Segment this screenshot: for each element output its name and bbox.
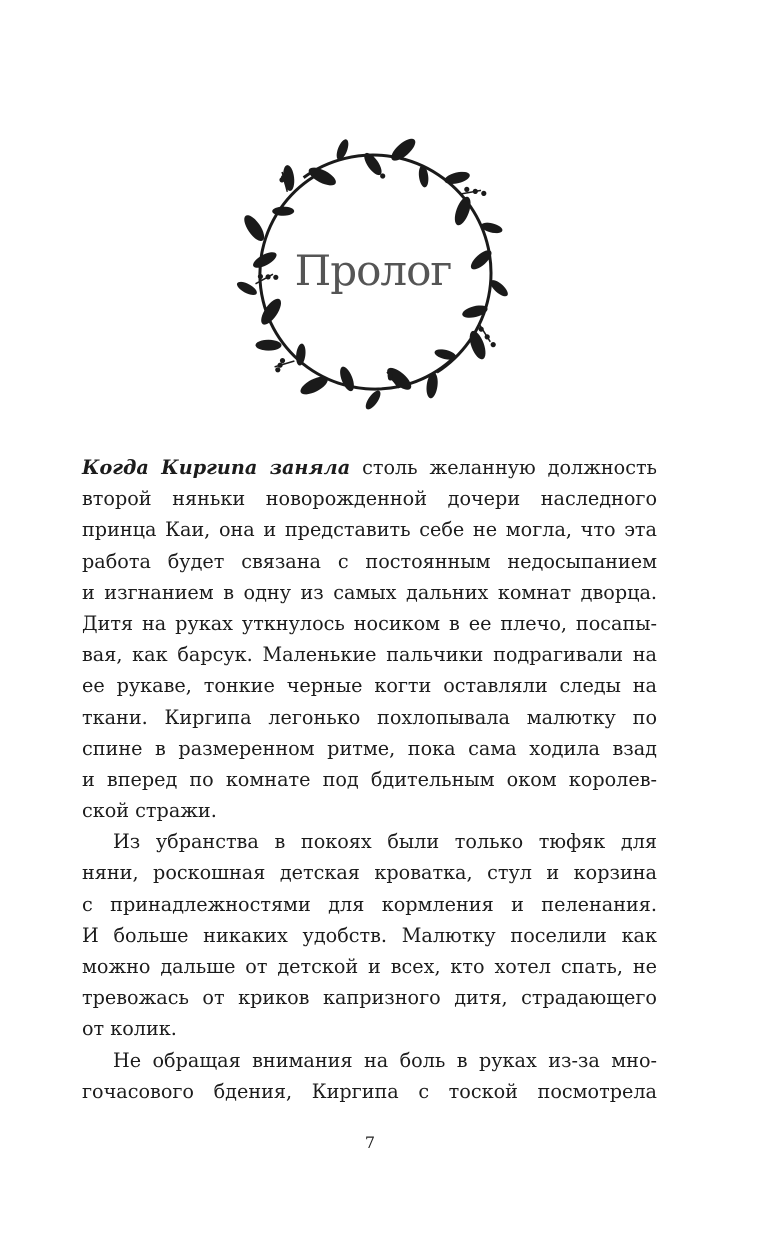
wreath-berry [375,166,380,171]
chapter-text [82,452,657,1107]
wreath-berry [479,327,484,332]
text-line: тревожась от криков капризного дитя, страдающего [82,986,657,1010]
text-line: Не обращая внимания на боль в руках из-за мно- [113,1048,657,1072]
text-line: няни, роскошная детская кроватка, стул и корзина [82,861,657,885]
wreath-leaf [255,340,281,351]
text-line: ткани. Киргипа легонько похлопывала малютку по [82,705,657,729]
wreath-berry [280,358,285,363]
wreath-sprig [461,190,481,194]
wreath-leaf [443,170,471,187]
text-line: ской стражи. [82,799,217,823]
paragraph-3 [82,1045,657,1107]
text-line: Когда Киргипа заняла столь желанную должность [82,456,658,479]
text-line: с принадлежностями для кормления и пеленания. [82,892,657,916]
chapter-title: Пролог [294,246,452,295]
wreath-berry [283,173,288,178]
paragraph-2 [82,826,657,1044]
text-line: и изгнанием в одну из самых дальних комнат дворца. [82,580,657,604]
wreath-berry [481,191,486,196]
page-number: 7 [364,1133,376,1152]
text-line: спине в размеренном ритме, пока сама ходила взад [82,736,657,760]
text-line: от колик. [82,1017,177,1041]
wreath-leaf [452,195,474,228]
wreath-berry [380,173,385,178]
wreath-berry [485,334,490,339]
wreath-leaf [272,207,294,216]
text-line: и вперед по комнате под бдительным оком королев- [82,767,657,791]
text-line: ее рукаве, тонкие черные когти оставляли следы на [82,674,657,698]
wreath-berry [370,158,375,163]
text-line: Дитя на руках уткнулось носиком в ее плечо, посапы- [82,611,657,635]
chapter-header [228,138,518,416]
wreath-berry [388,373,393,378]
paragraph-1 [82,452,657,826]
wreath-leaf [461,303,489,320]
text-line: гочасового бдения, Киргипа с тоской посмотрела [82,1079,657,1103]
text-line: второй няньки новорожденной дочери наследного [82,487,657,511]
text-line: И больше никаких удобств. Малютку поселили как [82,923,657,947]
text-line: принца Каи, она и представить себе не могла, что эта [82,518,657,542]
wreath-berry [275,367,280,372]
wreath-leaf [337,365,356,393]
text-line: Из убранства в покоях были только тюфяк для [113,830,657,854]
text-line: работа будет связана с постоянным недосыпанием [82,549,657,573]
wreath-berry [491,342,496,347]
text-line: вая, как барсук. Маленькие пальчики подрагивали на [82,643,657,667]
wreath-leaf [295,343,307,366]
wreath-berry [473,189,478,194]
text-line: можно дальше от детской и всех, кто хотел спать, не [82,955,657,978]
lead-in: Когда Киргипа заняла [82,456,351,479]
wreath-berry [278,363,283,368]
wreath-leaf [363,388,383,411]
wreath-berry [464,187,469,192]
